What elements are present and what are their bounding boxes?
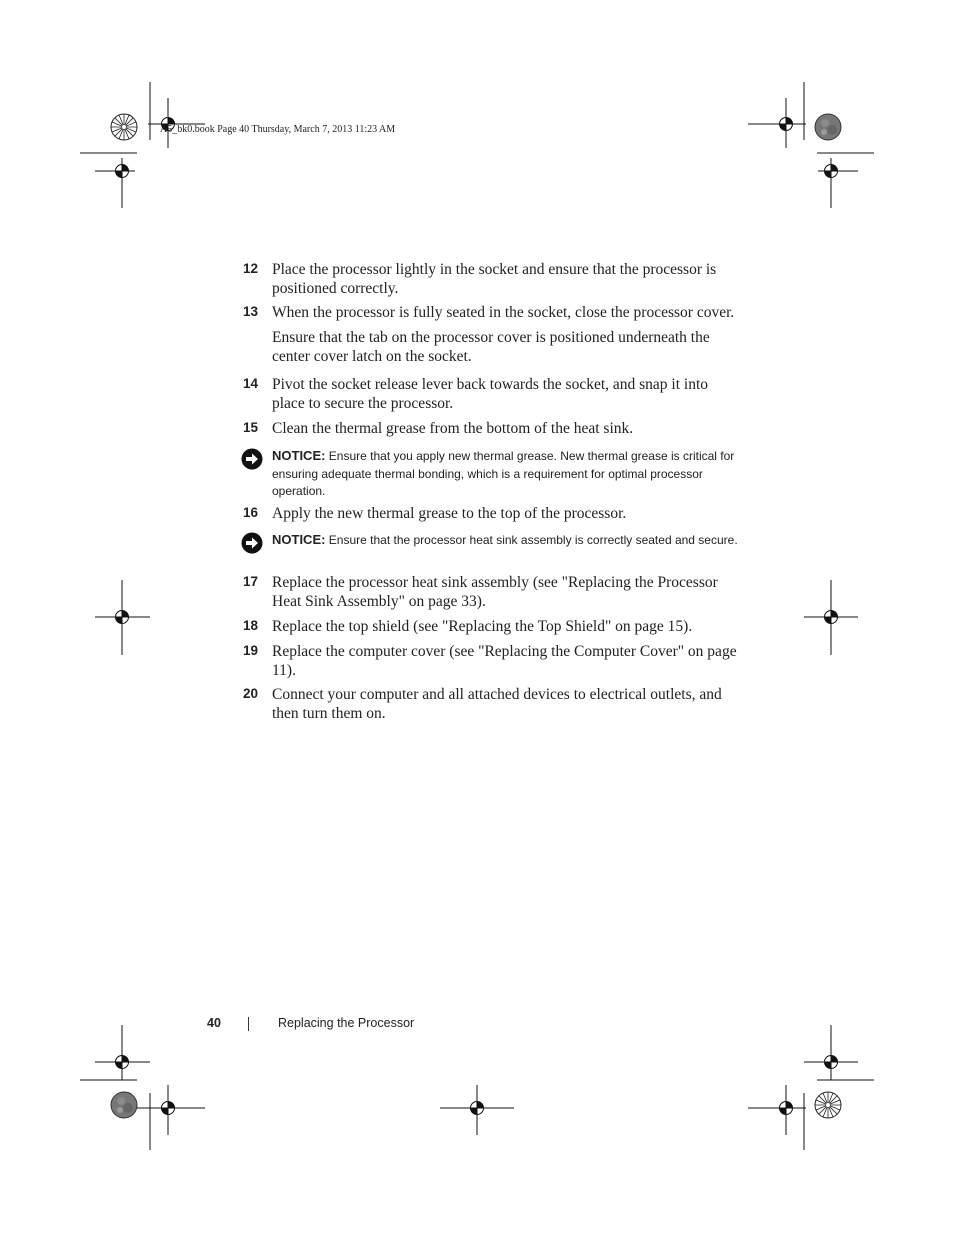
step-number: 17 [243,574,259,589]
step-text: Clean the thermal grease from the bottom of the heat sink. [272,420,634,437]
step-text: Apply the new thermal grease to the top of the processor. [272,505,627,522]
step-text: When the processor is fully seated in the socket, close the processor cover. [272,304,735,321]
notice-text: Ensure that you apply new thermal grease. New thermal grease is critical for ensuring adequate thermal bonding, which is a requirement for optimal processor operation. [272,449,735,498]
step-number: 14 [243,376,259,391]
footer-divider [248,1017,249,1031]
running-title: Replacing the Processor [278,1016,415,1030]
step-text: Pivot the socket release lever back towards the socket, and snap it into place to secure the processor. [272,376,709,412]
notice-icon [241,448,263,470]
step-text: Place the processor lightly in the socket and ensure that the processor is positioned correctly. [272,261,717,297]
print-slug: A5_bk0.book Page 40 Thursday, March 7, 2013 11:23 AM [160,124,396,135]
step-number: 19 [243,643,259,658]
step-text: Ensure that the tab on the processor cover is positioned underneath the center cover latch on the socket. [272,329,710,365]
step-number: 20 [243,686,259,701]
notice-text: Ensure that the processor heat sink assembly is correctly seated and secure. [325,533,738,547]
step-number: 12 [243,261,259,276]
step-text: Replace the processor heat sink assembly (see "Replacing the Processor Heat Sink Assembly" on page 33). [272,574,718,610]
step-number: 15 [243,420,259,435]
notice-label: NOTICE: [272,532,326,547]
notice-icon [241,532,263,554]
step-number: 16 [243,505,259,520]
page-number: 40 [207,1016,221,1030]
step-text: Replace the computer cover (see "Replacing the Computer Cover" on page 11). [272,643,737,679]
step-text: Connect your computer and all attached devices to electrical outlets, and then turn them on. [272,686,722,722]
step-number: 18 [243,618,259,633]
step-number: 13 [243,304,259,319]
step-text: Replace the top shield (see "Replacing the Top Shield" on page 15). [272,618,693,635]
notice-label: NOTICE: [272,448,326,463]
